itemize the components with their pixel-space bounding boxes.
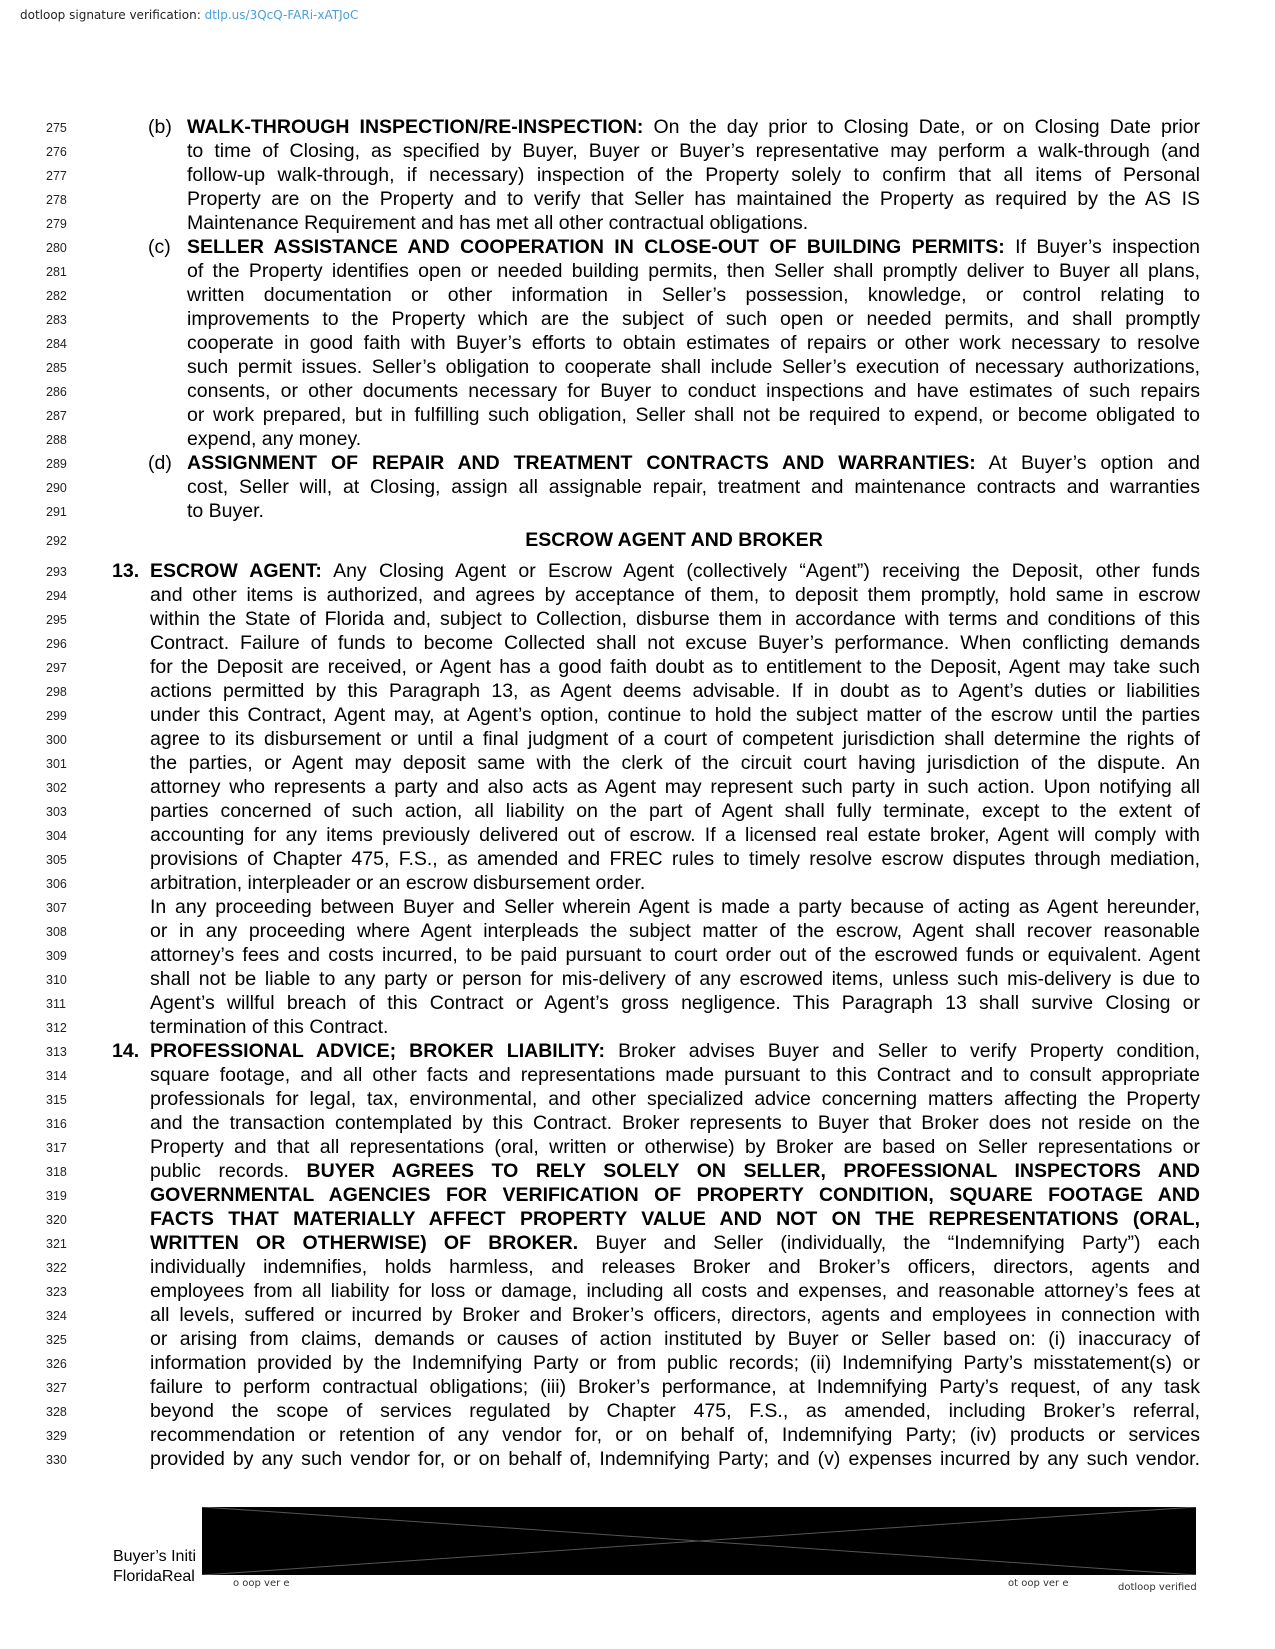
- section-heading: ESCROW AGENT AND BROKER: [525, 529, 823, 551]
- document-line: [0, 583, 1275, 607]
- line-number: 314: [46, 1069, 67, 1083]
- text-run: recommendation or retention of any vendor for, or on behalf of, Indemnifying Party; (iv) products or services: [150, 1424, 1200, 1446]
- line-number: 329: [46, 1429, 67, 1443]
- text-run: to time of Closing, as specified by Buyer, Buyer or Buyer’s representative may perform a walk-through (and: [187, 140, 1200, 162]
- item-label: (d): [148, 452, 172, 474]
- line-text: [187, 403, 1200, 427]
- line-number: 294: [46, 589, 67, 603]
- line-text: [150, 1255, 1200, 1279]
- line-text: [150, 583, 1200, 607]
- document-line: [0, 1135, 1275, 1159]
- line-number: 310: [46, 973, 67, 987]
- line-text: [187, 139, 1200, 163]
- line-text: [187, 475, 1200, 499]
- line-text: [150, 1303, 1200, 1327]
- line-number: 306: [46, 877, 67, 891]
- bold-run: BUYER AGREES TO RELY SOLELY ON SELLER, PROFESSIONAL INSPECTORS AND: [306, 1160, 1200, 1182]
- verification-link[interactable]: dtlp.us/3QcQ-FARi-xATJoC: [204, 8, 359, 22]
- line-text: [150, 1351, 1200, 1375]
- document-line: [0, 451, 1275, 475]
- text-run: cooperate in good faith with Buyer’s efforts to obtain estimates of repairs or other work necessary to resolve: [187, 332, 1200, 354]
- document-line: [0, 235, 1275, 259]
- dotloop-verified-stamp: dotloop verified: [1118, 1582, 1197, 1593]
- document-line: [0, 475, 1275, 499]
- line-number: 291: [46, 505, 67, 519]
- text-run: of the Property identifies open or needed building permits, then Seller shall promptly deliver to Buyer all plans,: [187, 260, 1200, 282]
- document-line: [0, 187, 1275, 211]
- document-line: [0, 847, 1275, 871]
- text-run: Contract. Failure of funds to become Collected shall not excuse Buyer’s performance. When conflicting demands: [150, 632, 1200, 654]
- line-text: [150, 991, 1200, 1015]
- text-run: On the day prior to Closing Date, or on Closing Date prior: [643, 116, 1200, 138]
- bold-heading: SELLER ASSISTANCE AND COOPERATION IN CLOSE-OUT OF BUILDING PERMITS:: [187, 236, 1005, 258]
- line-number: 317: [46, 1141, 67, 1155]
- line-number: 307: [46, 901, 67, 915]
- text-run: professionals for legal, tax, environmental, and other specialized advice concerning matters affecting the Property: [150, 1088, 1200, 1110]
- document-line: [0, 1183, 1275, 1207]
- line-number: 297: [46, 661, 67, 675]
- item-label: 13.: [112, 560, 140, 582]
- line-number: 301: [46, 757, 67, 771]
- dotloop-stamp-left: o oop ver e: [233, 1578, 290, 1589]
- document-line: [0, 307, 1275, 331]
- document-line: [0, 331, 1275, 355]
- document-line: [0, 211, 1275, 235]
- line-number: 316: [46, 1117, 67, 1131]
- line-text: [150, 943, 1200, 967]
- text-run: agree to its disbursement or until a final judgment of a court of competent jurisdiction shall determine the rights of: [150, 728, 1200, 750]
- line-number: 296: [46, 637, 67, 651]
- document-line: [0, 799, 1275, 823]
- line-number: 276: [46, 145, 67, 159]
- document-body: [0, 115, 1275, 1471]
- document-line: [0, 1447, 1275, 1471]
- text-run: public records.: [150, 1160, 307, 1182]
- line-text: [187, 379, 1200, 403]
- line-text: [150, 1375, 1200, 1399]
- line-text: [150, 1447, 1200, 1471]
- bold-run: FACTS THAT MATERIALLY AFFECT PROPERTY VALUE AND NOT ON THE REPRESENTATIONS (ORAL,: [150, 1208, 1200, 1230]
- line-number: 322: [46, 1261, 67, 1275]
- line-number: 312: [46, 1021, 67, 1035]
- line-number: 311: [46, 997, 66, 1011]
- line-number: 295: [46, 613, 67, 627]
- line-number: 277: [46, 169, 67, 183]
- line-text: [187, 163, 1200, 187]
- line-number: 313: [46, 1045, 67, 1059]
- line-text: [150, 655, 1200, 679]
- item-label: (c): [148, 236, 171, 258]
- document-line: [0, 631, 1275, 655]
- text-run: improvements to the Property which are the subject of such open or needed permits, and shall promptly: [187, 308, 1200, 330]
- line-number: 304: [46, 829, 67, 843]
- bold-run: GOVERNMENTAL AGENCIES FOR VERIFICATION OF PROPERTY CONDITION, SQUARE FOOTAGE AND: [150, 1184, 1200, 1206]
- text-run: and the transaction contemplated by this Contract. Broker represents to Buyer that Broker does not reside on the: [150, 1112, 1200, 1134]
- line-number: 305: [46, 853, 67, 867]
- line-number: 288: [46, 433, 67, 447]
- text-run: follow-up walk-through, if necessary) inspection of the Property solely to confirm that all items of Personal: [187, 164, 1200, 186]
- document-line: [0, 1351, 1275, 1375]
- line-text: [150, 1135, 1200, 1159]
- line-number: 325: [46, 1333, 67, 1347]
- line-text: [187, 211, 1200, 235]
- line-number: 308: [46, 925, 67, 939]
- line-text: [150, 631, 1200, 655]
- document-line: [0, 1231, 1275, 1255]
- bold-heading: WALK-THROUGH INSPECTION/RE-INSPECTION:: [187, 116, 644, 138]
- line-text: [150, 1111, 1200, 1135]
- line-number: 281: [46, 265, 67, 279]
- text-run: Any Closing Agent or Escrow Agent (collectively “Agent”) receiving the Deposit, other funds: [321, 560, 1200, 582]
- bold-heading: ESCROW AGENT:: [150, 560, 322, 582]
- document-line: [0, 1375, 1275, 1399]
- line-number: 282: [46, 289, 67, 303]
- text-run: parties concerned of such action, all liability on the part of Agent shall fully terminate, except to the extent of: [150, 800, 1200, 822]
- line-text: [150, 1087, 1200, 1111]
- document-line: [0, 139, 1275, 163]
- line-number: 303: [46, 805, 67, 819]
- line-text: [150, 799, 1200, 823]
- line-text: [187, 331, 1200, 355]
- signature-verification: [20, 8, 358, 22]
- line-number: 330: [46, 1453, 67, 1467]
- verification-label: dotloop signature verification:: [20, 8, 201, 22]
- document-line: [0, 283, 1275, 307]
- line-number: 321: [46, 1237, 67, 1251]
- line-text: [150, 1063, 1200, 1087]
- line-text: [150, 1399, 1200, 1423]
- document-line: [0, 1303, 1275, 1327]
- line-number: 286: [46, 385, 67, 399]
- document-line: [0, 775, 1275, 799]
- text-run: all levels, suffered or incurred by Broker and Broker’s officers, directors, agents and employees in connection with: [150, 1304, 1200, 1326]
- text-run: under this Contract, Agent may, at Agent’s option, continue to hold the subject matter of the escrow until the parties: [150, 704, 1200, 726]
- text-run: provided by any such vendor for, or on behalf of, Indemnifying Party; and (v) expenses incurred by any such vendor.: [150, 1448, 1200, 1470]
- text-run: such permit issues. Seller’s obligation to cooperate shall include Seller’s execution of necessary authorizations,: [187, 356, 1200, 378]
- line-text: [150, 967, 1200, 991]
- text-run: termination of this Contract.: [150, 1016, 389, 1038]
- line-number: 323: [46, 1285, 67, 1299]
- document-line: [0, 607, 1275, 631]
- text-run: the parties, or Agent may deposit same with the clerk of the circuit court having jurisdiction of the dispute. An: [150, 752, 1200, 774]
- line-number: 289: [46, 457, 67, 471]
- text-run: individually indemnifies, holds harmless, and releases Broker and Broker’s officers, directors, agents and: [150, 1256, 1200, 1278]
- item-label: (b): [148, 116, 172, 138]
- text-run: Property and that all representations (oral, written or otherwise) by Broker are based on Seller representations or: [150, 1136, 1200, 1158]
- text-run: actions permitted by this Paragraph 13, as Agent deems advisable. If in doubt as to Agent’s duties or liabilities: [150, 680, 1200, 702]
- document-line: [0, 727, 1275, 751]
- text-run: Buyer and Seller (individually, the “Indemnifying Party”) each: [578, 1232, 1200, 1254]
- document-line: [0, 403, 1275, 427]
- line-number: 300: [46, 733, 67, 747]
- document-line: [0, 1111, 1275, 1135]
- line-text: [150, 895, 1200, 919]
- line-number: 287: [46, 409, 67, 423]
- line-number: 293: [46, 565, 67, 579]
- line-text: [150, 1207, 1200, 1231]
- line-text: [187, 115, 1200, 139]
- line-number: 299: [46, 709, 67, 723]
- line-text: [150, 1039, 1200, 1063]
- text-run: or in any proceeding where Agent interpleads the subject matter of the escrow, Agent shall recover reasonable: [150, 920, 1200, 942]
- document-line: [0, 1063, 1275, 1087]
- buyer-initials-label: Buyer’s Initi: [113, 1548, 196, 1565]
- document-line: [0, 379, 1275, 403]
- bold-run: WRITTEN OR OTHERWISE) OF BROKER.: [150, 1232, 579, 1254]
- document-line: [0, 871, 1275, 895]
- text-run: attorney’s fees and costs incurred, to be paid pursuant to court order out of the escrowed funds or equivalent. Agent: [150, 944, 1200, 966]
- line-text: [187, 451, 1200, 475]
- line-text: [150, 871, 1200, 895]
- line-text: [150, 1183, 1200, 1207]
- text-run: attorney who represents a party and also acts as Agent may represent such party in such action. Upon notifying all: [150, 776, 1200, 798]
- line-text: [150, 559, 1200, 583]
- line-text: [150, 823, 1200, 847]
- document-line: [0, 1015, 1275, 1039]
- text-run: Maintenance Requirement and has met all other contractual obligations.: [187, 212, 809, 234]
- line-text: [187, 427, 1200, 451]
- text-run: beyond the scope of services regulated by Chapter 475, F.S., as amended, including Broker’s referral,: [150, 1400, 1200, 1422]
- document-line: [0, 823, 1275, 847]
- line-text: [187, 355, 1200, 379]
- document-line: [0, 259, 1275, 283]
- document-line: [0, 163, 1275, 187]
- document-line: [0, 1279, 1275, 1303]
- document-line: [0, 1423, 1275, 1447]
- text-run: or work prepared, but in fulfilling such obligation, Seller shall not be required to expend, or become obligated to: [187, 404, 1200, 426]
- line-number: 327: [46, 1381, 67, 1395]
- line-text: [150, 847, 1200, 871]
- line-number: 283: [46, 313, 67, 327]
- line-text: [150, 727, 1200, 751]
- text-run: employees from all liability for loss or damage, including all costs and expenses, and reasonable attorney’s fees at: [150, 1280, 1200, 1302]
- line-text: [187, 259, 1200, 283]
- document-line: [0, 679, 1275, 703]
- line-number: 285: [46, 361, 67, 375]
- line-number: 275: [46, 121, 67, 135]
- line-text: [187, 283, 1200, 307]
- line-text: [187, 307, 1200, 331]
- line-number: 315: [46, 1093, 67, 1107]
- document-line: [0, 427, 1275, 451]
- item-label: 14.: [112, 1040, 140, 1062]
- text-run: for the Deposit are received, or Agent has a good faith doubt as to entitlement to the Deposit, Agent may take such: [150, 656, 1200, 678]
- line-number: 320: [46, 1213, 67, 1227]
- document-line: [0, 703, 1275, 727]
- text-run: to Buyer.: [187, 500, 264, 522]
- text-run: Agent’s willful breach of this Contract or Agent’s gross negligence. This Paragraph 13 shall survive Closing or: [150, 992, 1200, 1014]
- line-text: [150, 1279, 1200, 1303]
- document-line: [0, 1087, 1275, 1111]
- text-run: At Buyer’s option and: [975, 452, 1200, 474]
- line-number: 319: [46, 1189, 67, 1203]
- text-run: provisions of Chapter 475, F.S., as amended and FREC rules to timely resolve escrow disputes through mediation,: [150, 848, 1200, 870]
- line-text: [150, 919, 1200, 943]
- line-number: 326: [46, 1357, 67, 1371]
- text-run: square footage, and all other facts and representations made pursuant to this Contract and to consult appropriate: [150, 1064, 1200, 1086]
- text-run: cost, Seller will, at Closing, assign all assignable repair, treatment and maintenance contracts and warranties: [187, 476, 1200, 498]
- line-text: [150, 1423, 1200, 1447]
- document-line: [0, 1039, 1275, 1063]
- document-line: [0, 943, 1275, 967]
- text-run: If Buyer’s inspection: [1004, 236, 1200, 258]
- bold-heading: ASSIGNMENT OF REPAIR AND TREATMENT CONTRACTS AND WARRANTIES:: [187, 452, 976, 474]
- text-run: Broker advises Buyer and Seller to verify Property condition,: [605, 1040, 1200, 1062]
- text-run: Property are on the Property and to verify that Seller has maintained the Property as required by the AS IS: [187, 188, 1200, 210]
- line-text: [150, 703, 1200, 727]
- line-text: [150, 1015, 1200, 1039]
- form-name-label: FloridaReal: [113, 1568, 195, 1585]
- line-number: 292: [46, 534, 67, 548]
- line-text: [150, 607, 1200, 631]
- line-text: [150, 1327, 1200, 1351]
- line-number: 309: [46, 949, 67, 963]
- bold-heading: PROFESSIONAL ADVICE; BROKER LIABILITY:: [150, 1040, 606, 1062]
- text-run: shall not be liable to any party or person for mis-delivery of any escrowed items, unless such mis-delivery is due to: [150, 968, 1200, 990]
- line-number: 278: [46, 193, 67, 207]
- document-line: [0, 355, 1275, 379]
- text-run: and other items is authorized, and agrees by acceptance of them, to deposit them promptly, hold same in escrow: [150, 584, 1200, 606]
- document-line: [0, 919, 1275, 943]
- document-line: [0, 1399, 1275, 1423]
- text-run: expend, any money.: [187, 428, 362, 450]
- document-line: [0, 895, 1275, 919]
- text-run: In any proceeding between Buyer and Seller wherein Agent is made a party because of acting as Agent hereunder,: [150, 896, 1200, 918]
- document-line: [0, 991, 1275, 1015]
- text-run: within the State of Florida and, subject to Collection, disburse them in accordance with terms and conditions of this: [150, 608, 1200, 630]
- line-text: [150, 775, 1200, 799]
- section-heading-row: [0, 523, 1275, 559]
- text-run: arbitration, interpleader or an escrow disbursement order.: [150, 872, 646, 894]
- line-number: 279: [46, 217, 67, 231]
- document-line: [0, 115, 1275, 139]
- document-line: [0, 1159, 1275, 1183]
- text-run: or arising from claims, demands or causes of action instituted by Buyer or Seller based on: (i) inaccuracy of: [150, 1328, 1200, 1350]
- document-line: [0, 1207, 1275, 1231]
- line-text: [150, 1159, 1200, 1183]
- text-run: information provided by the Indemnifying Party or from public records; (ii) Indemnifying Party’s misstatement(s) or: [150, 1352, 1200, 1374]
- line-text: [150, 751, 1200, 775]
- line-number: 290: [46, 481, 67, 495]
- document-line: [0, 751, 1275, 775]
- document-line: [0, 499, 1275, 523]
- line-text: [150, 679, 1200, 703]
- text-run: accounting for any items previously delivered out of escrow. If a licensed real estate broker, Agent will comply with: [150, 824, 1200, 846]
- text-run: written documentation or other information in Seller’s possession, knowledge, or control relating to: [187, 284, 1200, 306]
- line-number: 280: [46, 241, 67, 255]
- text-run: consents, or other documents necessary for Buyer to conduct inspections and have estimates of such repairs: [187, 380, 1200, 402]
- line-number: 324: [46, 1309, 67, 1323]
- line-number: 298: [46, 685, 67, 699]
- line-text: [187, 235, 1200, 259]
- line-text: [150, 1231, 1200, 1255]
- text-run: failure to perform contractual obligations; (iii) Broker’s performance, at Indemnifying Party’s request, of any task: [150, 1376, 1200, 1398]
- line-number: 302: [46, 781, 67, 795]
- line-number: 284: [46, 337, 67, 351]
- document-line: [0, 655, 1275, 679]
- document-line: [0, 559, 1275, 583]
- line-text: [187, 499, 1200, 523]
- document-line: [0, 967, 1275, 991]
- line-text: [187, 187, 1200, 211]
- redaction-box: [202, 1507, 1196, 1575]
- document-line: [0, 1255, 1275, 1279]
- line-number: 318: [46, 1165, 67, 1179]
- document-line: [0, 1327, 1275, 1351]
- line-number: 328: [46, 1405, 67, 1419]
- dotloop-stamp-right: ot oop ver e: [1008, 1578, 1069, 1589]
